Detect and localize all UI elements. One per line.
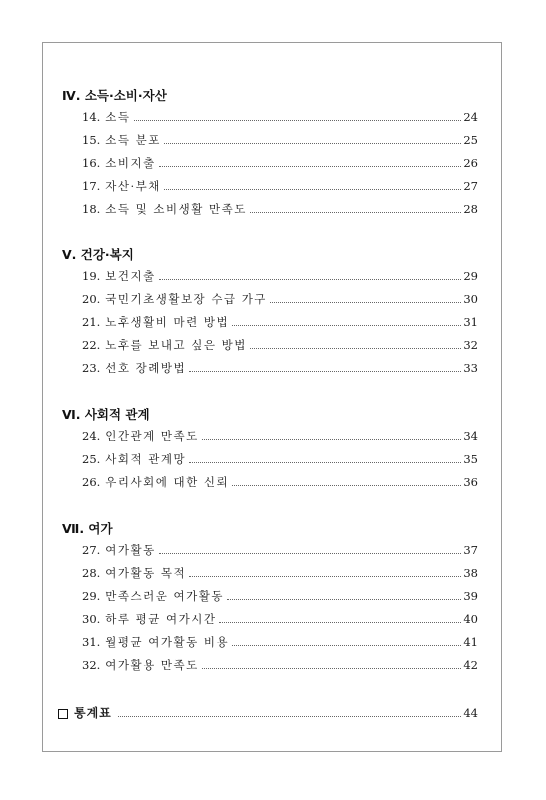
entry-number: 31.	[82, 635, 101, 649]
dot-leader	[232, 644, 461, 646]
dot-leader	[202, 438, 462, 440]
entry-number: 20.	[82, 292, 101, 306]
entry-label: 여가활용 만족도	[105, 658, 199, 672]
toc-entry[interactable]	[82, 155, 478, 171]
toc-entry[interactable]	[82, 314, 478, 330]
dot-leader	[232, 484, 461, 486]
entry-label: 노후생활비 마련 방법	[105, 315, 230, 329]
toc-entry[interactable]	[82, 109, 478, 125]
toc-entry[interactable]	[82, 291, 478, 307]
entry-page: 30	[463, 292, 478, 306]
entry-label: 소득 분포	[105, 133, 161, 147]
entry-number: 27.	[82, 543, 101, 557]
entry-page: 24	[463, 110, 478, 124]
entry-label: 보건지출	[105, 269, 156, 283]
toc-entry[interactable]	[82, 132, 478, 148]
toc-entry[interactable]	[82, 268, 478, 284]
section-title-iv: Ⅳ. 소득·소비·자산	[62, 88, 167, 103]
entry-label: 우리사회에 대한 신뢰	[105, 475, 230, 489]
entry-page: 33	[463, 361, 478, 375]
entry-number: 26.	[82, 475, 101, 489]
toc-entry[interactable]	[82, 451, 478, 467]
entry-number: 21.	[82, 315, 101, 329]
entry-label: 소득 및 소비생활 만족도	[105, 202, 247, 216]
entry-label: 통계표	[74, 706, 112, 720]
toc-entry[interactable]	[82, 201, 478, 217]
entry-label: 월평균 여가활동 비용	[105, 635, 230, 649]
dot-leader	[219, 621, 461, 623]
entry-number: 18.	[82, 202, 101, 216]
toc-entry[interactable]	[82, 474, 478, 490]
square-bullet-icon	[58, 709, 68, 719]
entry-number: 24.	[82, 429, 101, 443]
toc-entry[interactable]	[82, 337, 478, 353]
entry-number: 17.	[82, 179, 101, 193]
dot-leader	[189, 575, 461, 577]
dot-leader	[134, 119, 462, 121]
dot-leader	[159, 278, 462, 280]
entry-number: 23.	[82, 361, 101, 375]
entry-label: 소득	[105, 110, 131, 124]
toc-entry[interactable]	[82, 360, 478, 376]
entry-page: 31	[463, 315, 478, 329]
entry-page: 36	[463, 475, 478, 489]
dot-leader	[189, 461, 461, 463]
toc-entry[interactable]	[82, 611, 478, 627]
entry-label: 여가활동	[105, 543, 156, 557]
entry-number: 25.	[82, 452, 101, 466]
entry-number: 30.	[82, 612, 101, 626]
entry-page: 40	[463, 612, 478, 626]
entry-number: 19.	[82, 269, 101, 283]
dot-leader	[164, 188, 461, 190]
section-title-v: Ⅴ. 건강·복지	[62, 247, 134, 262]
entry-number: 22.	[82, 338, 101, 352]
entry-number: 14.	[82, 110, 101, 124]
entry-number: 28.	[82, 566, 101, 580]
entry-page: 29	[463, 269, 478, 283]
toc-entry[interactable]	[82, 178, 478, 194]
entry-label: 국민기초생활보장 수급 가구	[105, 292, 267, 306]
entry-label: 선호 장례방법	[105, 361, 187, 375]
entry-label: 만족스러운 여가활동	[105, 589, 224, 603]
entry-label: 자산·부채	[105, 179, 161, 193]
dot-leader	[159, 165, 462, 167]
entry-page: 28	[463, 202, 478, 216]
entry-label: 소비지출	[105, 156, 156, 170]
toc-entry[interactable]	[82, 565, 478, 581]
toc-entry[interactable]	[82, 657, 478, 673]
entry-page: 39	[463, 589, 478, 603]
entry-page: 44	[463, 706, 478, 720]
entry-number: 29.	[82, 589, 101, 603]
entry-page: 34	[463, 429, 478, 443]
dot-leader	[232, 324, 461, 326]
entry-page: 41	[463, 635, 478, 649]
entry-page: 32	[463, 338, 478, 352]
entry-page: 37	[463, 543, 478, 557]
entry-label: 노후를 보내고 싶은 방법	[105, 338, 247, 352]
toc-entry[interactable]	[82, 588, 478, 604]
dot-leader	[270, 301, 461, 303]
entry-page: 38	[463, 566, 478, 580]
dot-leader	[227, 598, 461, 600]
dot-leader	[250, 347, 462, 349]
dot-leader	[202, 667, 462, 669]
dot-leader	[159, 552, 462, 554]
entry-number: 16.	[82, 156, 101, 170]
entry-page: 35	[463, 452, 478, 466]
entry-page: 42	[463, 658, 478, 672]
section-title-vi: Ⅵ. 사회적 관계	[62, 407, 150, 422]
dot-leader	[250, 211, 462, 213]
entry-label: 사회적 관계망	[105, 452, 187, 466]
entry-number: 15.	[82, 133, 101, 147]
entry-page: 25	[463, 133, 478, 147]
toc-entry-statistics-table[interactable]	[58, 705, 478, 721]
entry-label: 하루 평균 여가시간	[105, 612, 217, 626]
toc-entry[interactable]	[82, 634, 478, 650]
entry-number: 32.	[82, 658, 101, 672]
dot-leader	[164, 142, 461, 144]
entry-label: 인간관계 만족도	[105, 429, 199, 443]
entry-page: 27	[463, 179, 478, 193]
toc-entry[interactable]	[82, 428, 478, 444]
toc-entry[interactable]	[82, 542, 478, 558]
entry-label: 여가활동 목적	[105, 566, 187, 580]
dot-leader	[118, 715, 462, 717]
section-title-vii: Ⅶ. 여가	[62, 521, 113, 536]
entry-page: 26	[463, 156, 478, 170]
dot-leader	[189, 370, 461, 372]
